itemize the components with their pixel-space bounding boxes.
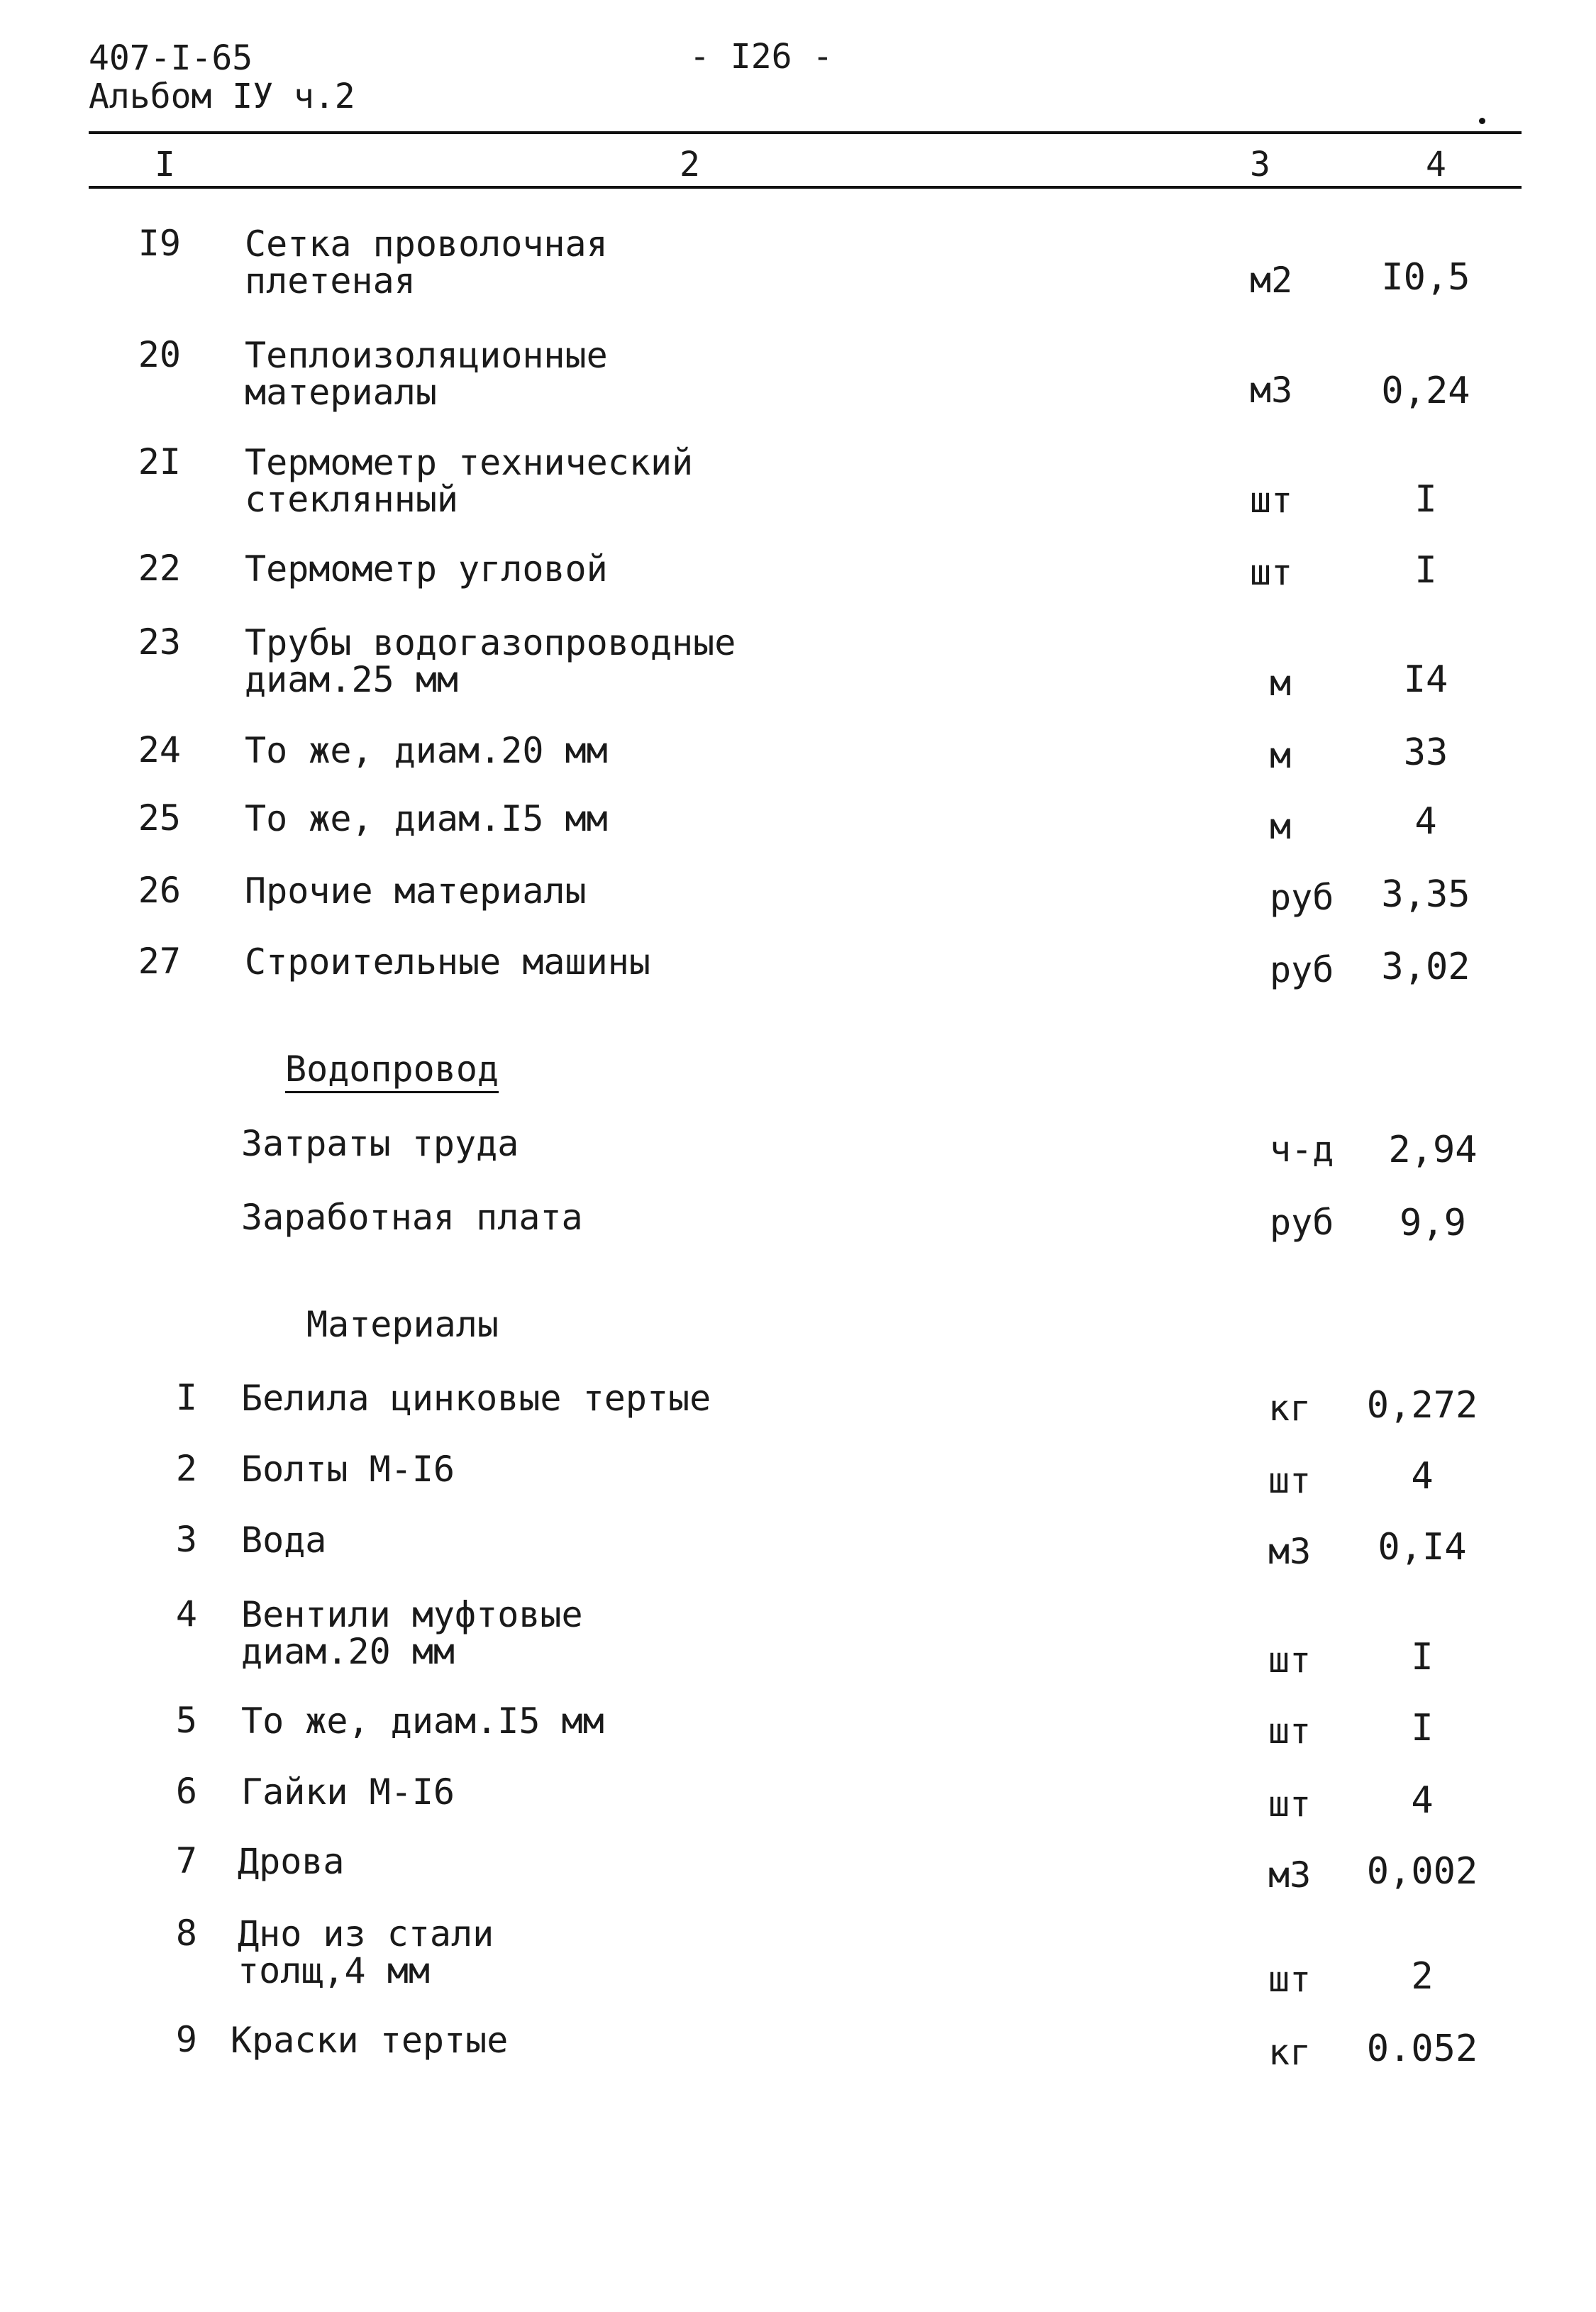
material-number: 6 (175, 1771, 197, 1812)
material-unit: м3 (1268, 1531, 1312, 1572)
material-number: 8 (175, 1913, 197, 1954)
item-unit: м (1270, 806, 1292, 847)
material-unit: шт (1268, 1783, 1312, 1825)
material-quantity: 0,002 (1366, 1850, 1478, 1893)
material-quantity: 0,272 (1366, 1384, 1478, 1427)
labor-qty: 2,94 (1388, 1129, 1478, 1171)
item-number: 24 (138, 729, 181, 770)
section-title-text: Водопровод (285, 1049, 499, 1093)
material-number: 5 (175, 1700, 197, 1741)
item-name: Трубы водогазопроводные (245, 622, 736, 663)
material-name: То же, диам.I5 мм (241, 1700, 604, 1742)
item-quantity: I0,5 (1381, 256, 1470, 299)
material-unit: шт (1268, 1959, 1312, 2000)
item-name: То же, диам.I5 мм (245, 798, 608, 839)
material-quantity: 2 (1411, 1955, 1434, 1998)
item-number: 23 (138, 621, 181, 663)
material-name: Белила цинковые тертые (241, 1378, 711, 1419)
document-code: 407-I-65 (89, 38, 253, 78)
material-name-cont: диам.20 мм (241, 1631, 455, 1672)
material-name: Вентили муфтовые (241, 1594, 583, 1635)
item-name: То же, диам.20 мм (245, 730, 608, 771)
material-number: 3 (175, 1519, 197, 1560)
column-header-4: 4 (1426, 145, 1446, 184)
item-unit: руб (1270, 877, 1334, 918)
labor-label: Затраты труда (241, 1123, 519, 1164)
material-quantity: 4 (1411, 1779, 1434, 1822)
material-unit: кг (1268, 2032, 1312, 2073)
item-quantity: I4 (1403, 658, 1448, 701)
item-quantity: I (1414, 549, 1437, 592)
material-quantity: I (1411, 1636, 1434, 1678)
labor-unit: ч-д (1270, 1129, 1334, 1170)
material-number: 7 (175, 1840, 197, 1881)
album-label: Альбом IУ ч.2 (89, 77, 355, 116)
item-name: Теплоизоляционные (245, 335, 608, 376)
item-number: 26 (138, 870, 181, 911)
column-header-2: 2 (680, 145, 700, 184)
item-name-cont: стеклянный (245, 479, 459, 520)
item-unit: м2 (1250, 260, 1293, 301)
item-quantity: I (1414, 478, 1437, 521)
material-name: Болты М-I6 (241, 1449, 455, 1490)
item-unit: м (1270, 735, 1292, 776)
item-quantity: 3,02 (1381, 946, 1470, 988)
item-number: I9 (138, 223, 181, 264)
page-number: - I26 - (689, 37, 833, 77)
materials-title: Материалы (306, 1304, 499, 1345)
item-unit: шт (1250, 552, 1293, 593)
material-quantity: 4 (1411, 1455, 1434, 1498)
item-unit: шт (1250, 480, 1293, 521)
material-unit: кг (1268, 1388, 1312, 1429)
item-name: Сетка проволочная (245, 223, 608, 265)
item-number: 2I (138, 441, 181, 482)
material-number: 2 (175, 1448, 197, 1489)
wages-qty: 9,9 (1400, 1202, 1466, 1244)
column-header-3: 3 (1250, 145, 1270, 184)
table-top-rule (89, 131, 1522, 134)
item-unit: м3 (1250, 370, 1293, 411)
item-number: 27 (138, 941, 181, 982)
item-number: 25 (138, 797, 181, 839)
item-name: Строительные машины (245, 941, 650, 983)
item-name: Прочие материалы (245, 870, 587, 912)
wages-unit: руб (1270, 1202, 1334, 1243)
column-header-1: I (155, 145, 175, 184)
material-name-cont: толщ,4 мм (238, 1950, 430, 1991)
speck-mark (1479, 118, 1485, 124)
material-name: Дрова (238, 1841, 345, 1882)
material-number: I (175, 1377, 197, 1418)
material-unit: шт (1268, 1639, 1312, 1681)
material-name: Дно из стали (238, 1913, 494, 1954)
material-name: Гайки М-I6 (241, 1771, 455, 1813)
item-quantity: 0,24 (1381, 370, 1470, 412)
material-number: 4 (175, 1593, 197, 1635)
wages-label: Заработная плата (241, 1197, 583, 1238)
item-unit: руб (1270, 949, 1334, 990)
item-quantity: 4 (1414, 800, 1437, 843)
material-name: Краски тертые (231, 2020, 509, 2061)
item-unit: м (1270, 663, 1292, 704)
material-name: Вода (241, 1520, 327, 1561)
material-quantity: 0.052 (1366, 2028, 1478, 2070)
item-name: Термометр угловой (245, 548, 608, 590)
material-unit: шт (1268, 1460, 1312, 1501)
item-name-cont: диам.25 мм (245, 659, 459, 700)
material-quantity: I (1411, 1707, 1434, 1749)
item-name-cont: материалы (245, 372, 437, 413)
material-number: 9 (175, 2019, 197, 2060)
item-number: 20 (138, 334, 181, 375)
material-unit: м3 (1268, 1854, 1312, 1896)
material-unit: шт (1268, 1710, 1312, 1752)
item-quantity: 33 (1403, 731, 1448, 774)
table-header-rule (89, 186, 1522, 189)
section-title (285, 1049, 499, 1090)
item-number: 22 (138, 548, 181, 589)
material-quantity: 0,I4 (1378, 1526, 1467, 1569)
item-quantity: 3,35 (1381, 873, 1470, 916)
item-name-cont: плетеная (245, 260, 416, 302)
item-name: Термометр технический (245, 442, 694, 483)
